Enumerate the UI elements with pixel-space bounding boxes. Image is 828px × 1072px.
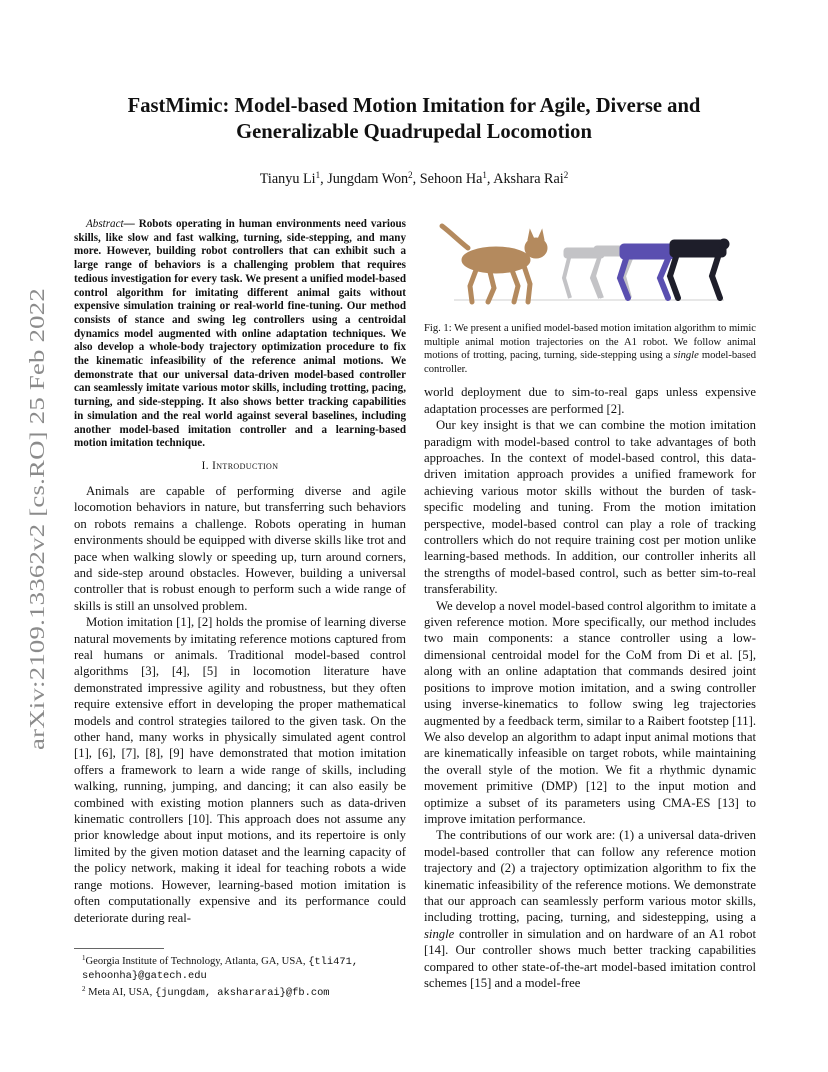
cat-tail [442, 226, 468, 248]
robot-dark-legs [670, 257, 720, 298]
author-name: Jungdam Won [327, 171, 409, 187]
footnotes [74, 946, 406, 1001]
author-affiliation: 1 [482, 170, 487, 180]
paragraph-text: The contributions of our work are: (1) a universal data-driven model-based controller that can follow any reference motion trajectory and (2) a trajectory optimization algorithm to fix the kinematic infeasibility of the reference motions. We demonstrate that our approach can seamlessly perform various motor skills, including trotting, pacing, turning, and sidestepping, using a [424, 828, 756, 925]
title-line-2: Generalizable Quadrupedal Locomotion [236, 121, 592, 143]
author-list: Tianyu Li$^1$, Jungdam Won$^2$, Sehoon Ha$^1$, Akshara Rai$^2$ [259, 170, 569, 187]
paper-title [70, 93, 758, 145]
footnote-marker: 1 [82, 954, 86, 962]
author-affiliation: 1 [315, 170, 321, 180]
figure-1 [424, 218, 756, 310]
footnote-marker: 2 [82, 985, 86, 994]
section-number: I. [201, 459, 209, 472]
right-column [424, 218, 756, 991]
author-affiliation: 2 [563, 170, 569, 180]
body-paragraph: world deployment due to sim-to-real gaps unless expensive adaptation processes are performed [2]. [424, 385, 756, 416]
abstract: Abstract— Robots operating in human environments need various skills, like slow and fast walking, turning, side-stepping, and many more. However, building robot controllers that can exhibit such a large range of behaviors is a challenging problem that requires tedious investigation for every task. We present a unified model-based control algorithm for imitating different animal gaits without expensive simulation training or real-world fine-tuning. Our method consists of stance and swing leg controllers using a centroidal dynamics model augmented with online adaptation techniques. We also develop a whole-body trajectory optimization procedure to fix the kinematic infeasibility of the reference animal motions. We demonstrate that our universal data-driven model-based controller can seamlessly imitate various motor skills, including trotting, pacing, turning, and side-stepping. It also shows better tracking capabilities in simulation and the real world against several baselines, including another model-based imitation controller and a learning-based motion imitation technique. [74, 218, 406, 450]
footnote-2 [74, 983, 406, 1000]
author-affiliation: 2 [408, 170, 413, 180]
body-paragraph: Our key insight is that we can combine the motion imitation paradigm with model-based control to take advantages of both approaches. In the context of model-based control, this data-driven imitation approach provides a unified framework for achieving various motor skills without the burden of task-specific modeling and tuning. From the motion imitation perspective, model-based control can play a role of tracking controllers which do not require training cost per motion unlike learning-based methods. In addition, our controller inherits all the strengths of model-based control, such as better sim-to-real transferability. [424, 418, 756, 597]
left-column [74, 218, 406, 926]
body-paragraph [424, 827, 756, 991]
right-body-text [424, 384, 756, 991]
author-name: Sehoon Ha [419, 171, 483, 187]
body-paragraph: We develop a novel model-based control algorithm to imitate a given reference motion. More specifically, our method includes two main components: a stance controller using a low-dimensional centroidal model for the CoM from Di et al. [5], along with an online adaptation that commands desired joint positions to improve motion imitation, and a swing controller using inverse-kinematics to follow swing leg trajectories augmented by a feedback term, similar to a Raibert footstep [11]. We also develop an algorithm to adapt input animal motions that are kinematically infeasible on target robots, while maintaining the overall style of the motion. We fit a rhythmic dynamic movement primitive (DMP) [12] to the input motion and optimize a subset of its parameters using CMA-ES [13] to improve imitation performance. [424, 598, 756, 826]
footnote-email: {jungdam, akshararai}@fb.com [154, 987, 330, 1000]
author-name: Tianyu Li [259, 171, 316, 187]
caption-text: model-based controller. [424, 350, 757, 375]
figure-1-caption [424, 322, 756, 376]
footnote-text: Georgia Institute of Technology, Atlanta, GA, USA, [85, 956, 309, 967]
author-name: Akshara Rai [493, 171, 564, 187]
figure-1-image [424, 218, 756, 310]
paragraph-text: controller in simulation and on hardware of an A1 robot [14]. Our controller shows much better tracking capabilities compared to other state-of-the-art model-based imitation control schemes [15] and a model-free [424, 926, 756, 990]
body-paragraph: Motion imitation [1], [2] holds the promise of learning diverse natural movements by imitating reference motions captured from real humans or animals. Traditional model-based control algorithms [3], [4], [5] in locomotion literature have demonstrated impressive agility and robustness, but they often require extensive effort in developing the proper mathematical models and control strategies tailored to the given task. On the other hand, many works in physically simulated agent control [1], [6], [7], [8], [9] have demonstrated that motion imitation offers a framework to learn a wide range of skills, including walking, running, jumping, and dancing; it can also easily be combined with existing motion planners such as data-driven kinematic controllers [10]. This approach does not assume any prior knowledge about input motions, and its repertoire is only limited by the given motion dataset and the learning capacity of the policy network, making it ideal for teaching robots a wide range motions. However, learning-based motion imitation is often computationally expensive and its performance could deteriorate during real- [74, 615, 406, 925]
arxiv-stamp-svg [8, 290, 62, 750]
section-heading [74, 460, 406, 472]
title-line-1: FastMimic: Model-based Motion Imitation for Agile, Diverse and [127, 95, 701, 117]
arxiv-stamp [8, 290, 62, 750]
cat-silhouette [442, 226, 547, 302]
footnote-email: {tli471, sehoonha}@gatech.edu [82, 956, 359, 983]
caption-label: Fig. 1: [424, 323, 452, 334]
section-title: Introduction [212, 459, 279, 472]
robot-body [620, 244, 674, 259]
robot-legs [620, 259, 668, 298]
paragraph-emphasis: single [424, 926, 455, 941]
arxiv-stamp-text: arXiv:2109.13362v2 [cs.RO] 25 Feb 2022 [25, 378, 49, 750]
footnote-1 [74, 952, 406, 983]
body-paragraph: Animals are capable of performing diverse and agile locomotion behaviors in nature, but transferring such behaviors on robots remains a challenge. Robots operating in human environments should be equipped with diverse skills like trot and pace when walking slowly or speeding up, turn around corners, and side-step around obstacles. However, building a universal controller that is robust enough to perform such a wide range of skills is still an unsolved problem. [74, 483, 406, 613]
robot-dark-silhouette [670, 239, 729, 298]
abstract-text: Robots operating in human environments need various skills, like slow and fast walking, turning, side-stepping, and many more. However, building robot controllers that can exhibit such a large range of behaviors is a challenging problem that requires tedious investigation for every task. We present a unified model-based control algorithm for imitating different animal gaits without expensive simulation training or real-world fine-tuning. Our method consists of stance and swing leg controllers using a centroidal dynamics model augmented with online adaptation techniques. We also develop a whole-body trajectory optimization procedure to fix the kinematic infeasibility of the reference animal motions. We demonstrate that our universal data-driven model-based controller can seamlessly imitate various motor skills, including trotting, pacing, turning, and side-stepping. It also shows better tracking capabilities in simulation and the real world against several baselines, including another model-based imitation controller and a learning-based motion imitation technique. [74, 218, 406, 450]
cat-body [462, 247, 530, 273]
caption-emphasis: single [673, 350, 699, 362]
robot-dark-head [719, 239, 729, 249]
abstract-label: Abstract [86, 218, 124, 230]
caption-text: We present a unified model-based motion imitation algorithm to mimic multiple animal motion trajectories on the A1 robot. We follow animal motions of trotting, pacing, turning, side-stepping using a [424, 323, 757, 362]
footnote-text: Meta AI, USA, [85, 987, 155, 999]
cat-head [525, 238, 547, 258]
